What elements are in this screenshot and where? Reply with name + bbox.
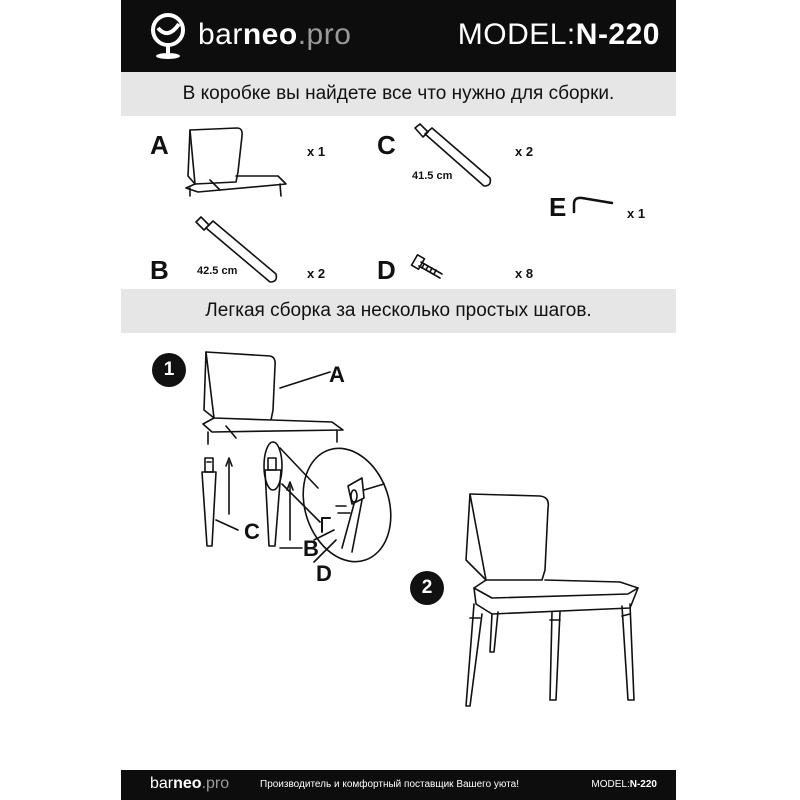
step-2-badge: 2 (410, 571, 444, 605)
part-c-length: 41.5 cm (412, 170, 453, 182)
callout-a: A (329, 362, 345, 387)
footer-brand: barneo.pro (150, 775, 230, 792)
part-e-letter: E (549, 192, 567, 222)
part-c-qty: x 2 (515, 144, 534, 159)
part-a-qty: x 1 (307, 144, 326, 159)
box-contents-banner: В коробке вы найдете все что нужно для сборки. (121, 72, 676, 116)
part-b-letter: B (150, 255, 169, 285)
part-a-letter: A (150, 130, 169, 160)
callout-c: C (244, 519, 260, 544)
step-1-badge: 1 (152, 353, 186, 387)
part-b-leg-icon (196, 217, 276, 282)
step-1-leg-c-icon (202, 458, 238, 546)
callout-d: D (316, 561, 332, 586)
part-d-bolt-icon (412, 255, 442, 278)
callout-b: B (303, 536, 319, 561)
model-title: MODEL:N-220 (457, 18, 660, 51)
part-a-seat-shell-icon (186, 128, 286, 196)
footer-tagline: Производитель и комфортный поставщик Вашего уюта! (260, 779, 519, 790)
footer-model: MODEL:N-220 (591, 779, 657, 790)
part-b-qty: x 2 (307, 266, 326, 281)
step-1-detail-circle-icon (280, 437, 405, 573)
brand-name: barneo.pro (198, 18, 352, 51)
part-c-leg-icon (415, 124, 490, 186)
step-2-assembled-chair-icon (466, 494, 638, 706)
step-1-leg-b-icon (265, 458, 302, 548)
part-d-letter: D (377, 255, 396, 285)
part-c-letter: C (377, 130, 396, 160)
part-e-hex-key-icon (574, 198, 612, 212)
part-e-qty: x 1 (627, 206, 646, 221)
part-d-qty: x 8 (515, 266, 534, 281)
assembly-banner: Легкая сборка за несколько простых шагов. (121, 289, 676, 333)
part-b-length: 42.5 cm (197, 265, 238, 277)
